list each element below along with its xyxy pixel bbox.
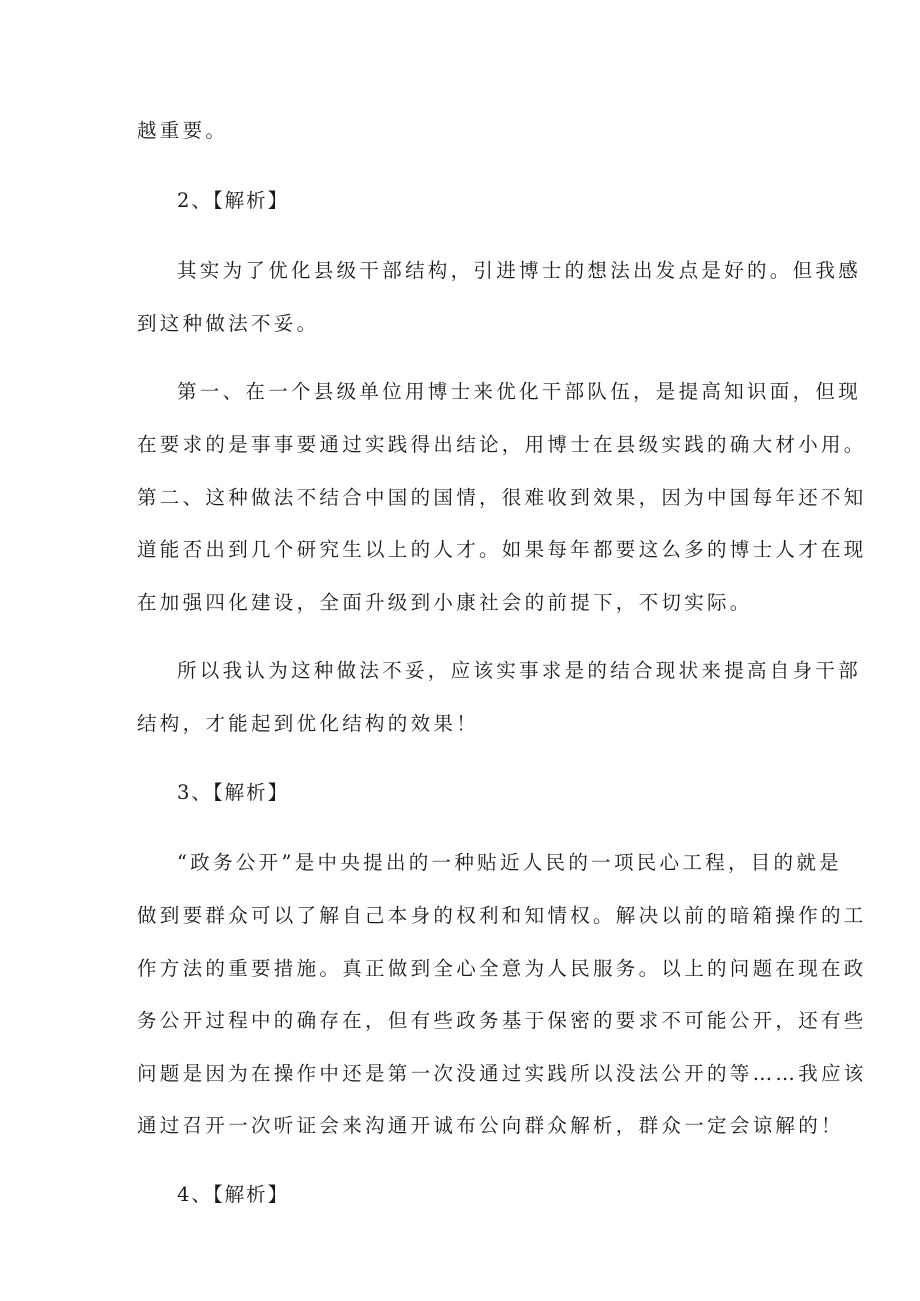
text-line: 第一、在一个县级单位用博士来优化干部队伍，是提高知识面，但现 — [177, 380, 862, 403]
text-line: 通过召开一次听证会来沟通开诚布公向群众解析，群众一定会谅解的！ — [137, 1114, 844, 1137]
text-line: 结构，才能起到优化结构的效果！ — [137, 712, 480, 735]
text-line: 作方法的重要措施。真正做到全心全意为人民服务。以上的问题在现在政 — [137, 957, 867, 980]
text-line: 务公开过程中的确存在，但有些政务基于保密的要求不可能公开，还有些 — [137, 1009, 867, 1032]
section-heading-3: 3、【解析】 — [177, 781, 290, 804]
section-heading-4: 4、【解析】 — [177, 1183, 290, 1206]
text-line: 在要求的是事事要通过实践得出结论，用博士在县级实践的确大材小用。 — [137, 433, 867, 456]
text-line: 道能否出到几个研究生以上的人才。如果每年都要这么多的博士人才在现 — [137, 538, 867, 561]
text-line: 到这种做法不妥。 — [137, 312, 320, 335]
text-line: 在加强四化建设，全面升级到小康社会的前提下，不切实际。 — [137, 591, 753, 614]
text-line: 其实为了优化县级干部结构，引进博士的想法出发点是好的。但我感 — [177, 259, 862, 282]
text-line: 问题是因为在操作中还是第一次没通过实践所以没法公开的等……我应该 — [137, 1062, 867, 1085]
text-line: 所以我认为这种做法不妥，应该实事求是的结合现状来提高自身干部 — [177, 659, 862, 682]
text-line: 做到要群众可以了解自己本身的权利和知情权。解决以前的暗箱操作的工 — [137, 904, 867, 927]
section-heading-2: 2、【解析】 — [177, 189, 290, 212]
text-line: “政务公开”是中央提出的一种贴近人民的一项民心工程，目的就是 — [177, 851, 842, 874]
text-line: 第二、这种做法不结合中国的国情，很难收到效果，因为中国每年还不知 — [137, 486, 867, 509]
text-line: 越重要。 — [137, 119, 229, 142]
